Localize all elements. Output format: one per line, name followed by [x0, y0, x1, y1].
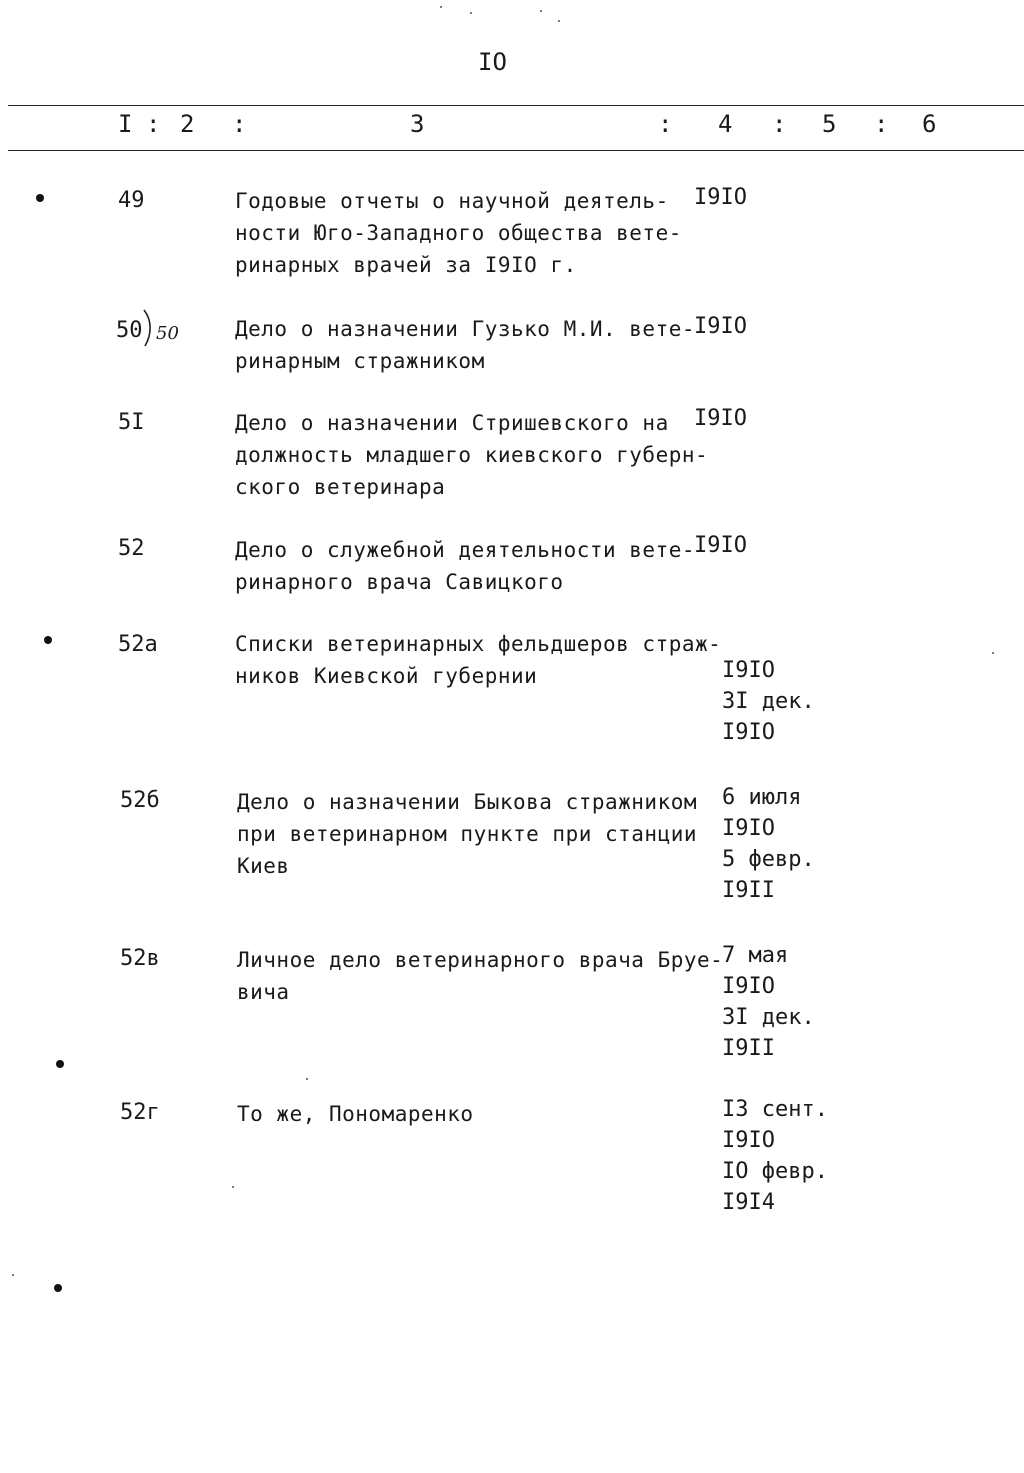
entry-number: 52 — [118, 536, 145, 561]
scan-speck — [232, 1186, 234, 1188]
col-header-4: 4 — [718, 110, 733, 138]
handwritten-number: 50 — [156, 323, 179, 344]
entry-number: 52б — [120, 788, 160, 813]
entry-dates: I9IO — [694, 314, 747, 339]
col-header-1: I — [118, 110, 133, 138]
col-header-sep: : — [772, 110, 787, 138]
entry-number: 52г — [120, 1100, 160, 1125]
entry-description: То же, Пономаренко — [237, 1102, 474, 1126]
entry-number: 50 — [116, 318, 143, 343]
entry-dates: I9IO — [694, 533, 747, 558]
entry-dates: 7 мая I9IO 3I дек. I9II — [722, 943, 815, 1061]
col-header-sep: : — [146, 110, 161, 138]
entry-description: Личное дело ветеринарного врача Бруе- вича — [237, 948, 724, 1004]
binder-hole-mark — [56, 1060, 64, 1068]
col-header-6: 6 — [922, 110, 937, 138]
scan-speck — [992, 652, 994, 654]
entry-dates: I9IO 3I дек. I9IO — [722, 658, 815, 745]
entry-description: Дело о назначении Стришевского на должность младшего киевского губерн- ского ветеринара — [235, 411, 709, 499]
scan-speck — [306, 1078, 308, 1080]
entry-dates: I9IO — [694, 185, 747, 210]
col-header-sep: : — [874, 110, 889, 138]
entry-number: 5I — [118, 410, 145, 435]
entry-dates: I3 сент. I9IO IO февр. I9I4 — [722, 1097, 828, 1215]
entry-description: Годовые отчеты о научной деятель- ности Юго-Западного общества вете- ринарных врачей за I9IO г. — [235, 189, 682, 277]
col-header-sep: : — [232, 110, 247, 138]
entry-description: Дело о назначении Быкова стражником при ветеринарном пункте при станции Киев — [237, 790, 698, 878]
scan-speck — [12, 1274, 14, 1276]
header-top-rule — [8, 105, 1024, 106]
binder-hole-mark — [36, 194, 44, 202]
scan-speck — [440, 6, 442, 8]
entry-dates: I9IO — [694, 406, 747, 431]
col-header-5: 5 — [822, 110, 837, 138]
col-header-3: 3 — [410, 110, 425, 138]
page-number: IO — [478, 48, 507, 76]
scan-speck — [540, 10, 542, 12]
col-header-sep: : — [658, 110, 673, 138]
entry-number: 52в — [120, 946, 160, 971]
entry-number: 49 — [118, 188, 145, 213]
entry-number: 52а — [118, 632, 158, 657]
scan-speck — [558, 20, 560, 22]
entry-description: Дело о служебной деятельности вете- ринарного врача Савицкого — [235, 538, 696, 594]
binder-hole-mark — [54, 1284, 62, 1292]
entry-description: Дело о назначении Гузько М.И. вете- ринарным стражником — [235, 317, 696, 373]
col-header-2: 2 — [180, 110, 195, 138]
handwritten-slash — [142, 308, 156, 348]
entry-dates: 6 июля I9IO 5 февр. I9II — [722, 785, 815, 903]
binder-hole-mark — [44, 636, 52, 644]
entry-description: Списки ветеринарных фельдшеров страж- ников Киевской губернии — [235, 632, 722, 688]
scan-speck — [470, 12, 472, 14]
header-bottom-rule — [8, 150, 1024, 151]
